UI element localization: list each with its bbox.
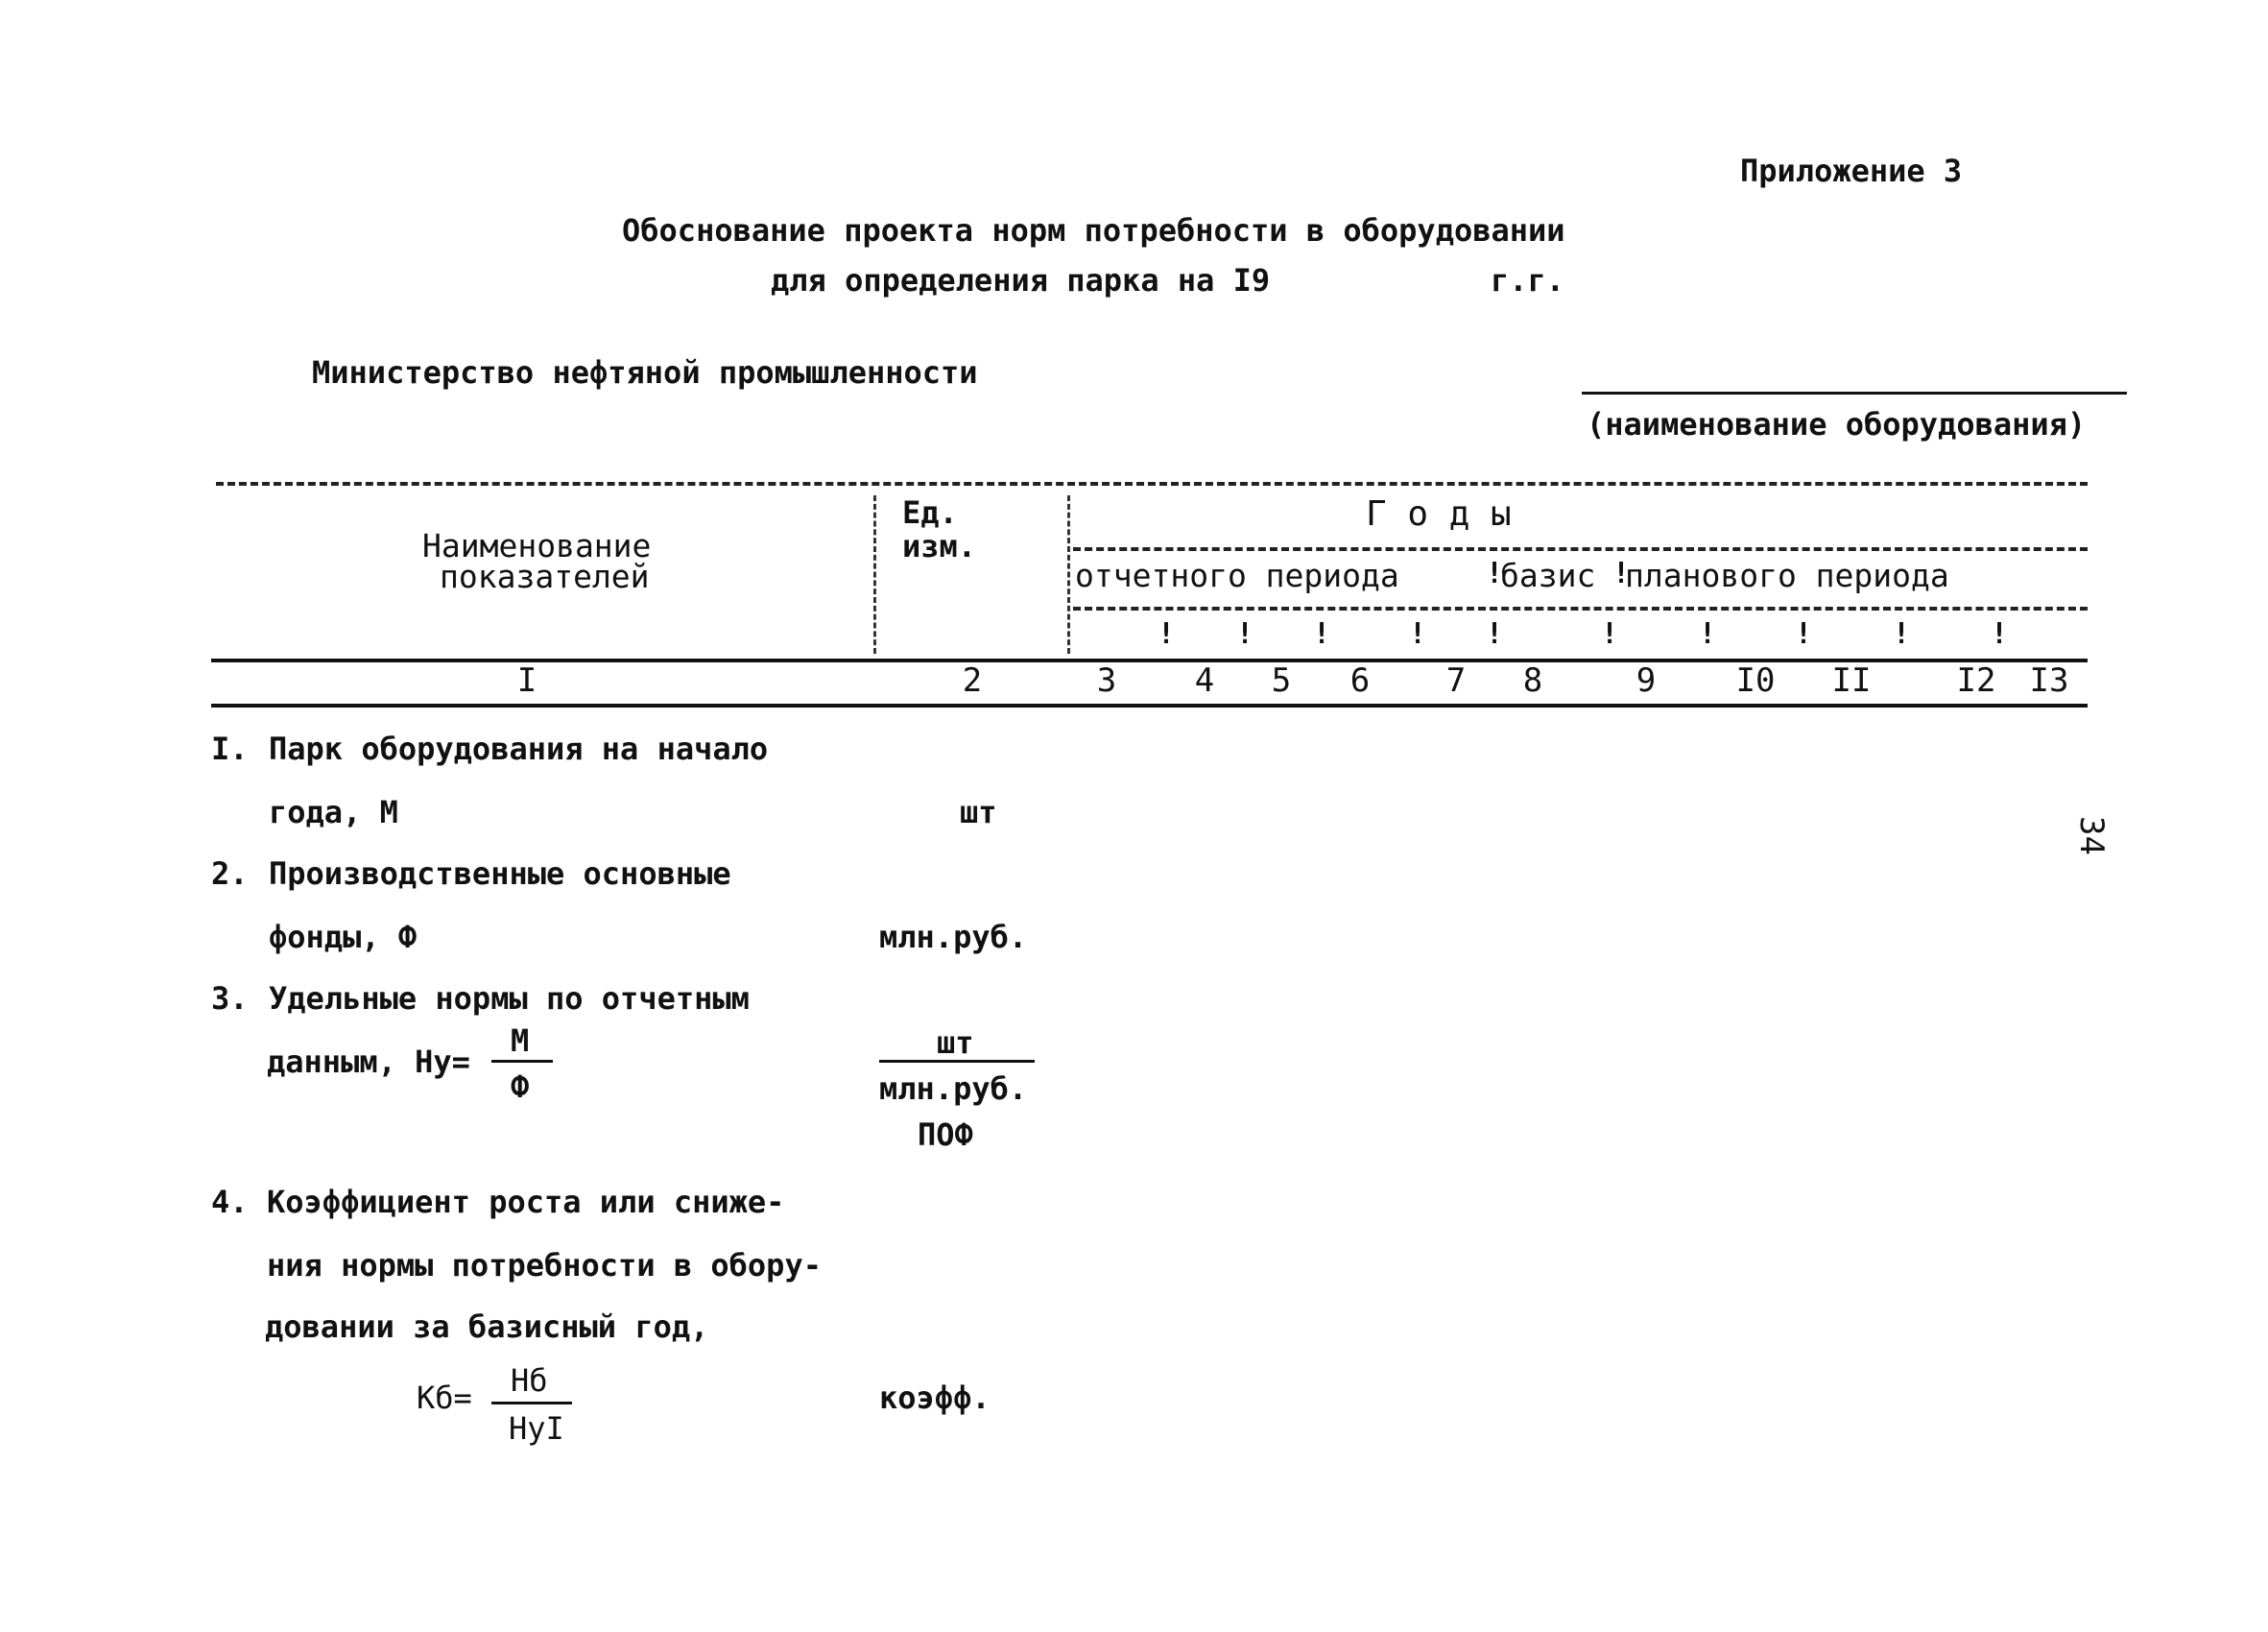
row-label-line1: Производственные основные [269, 855, 731, 892]
column-numbers-bottom-rule [211, 704, 2088, 708]
formula-fraction-bar [491, 1060, 553, 1063]
column-number: 5 [1271, 661, 1292, 700]
formula-denominator: НуI [509, 1410, 564, 1447]
column-number: 3 [1096, 661, 1117, 700]
formula-lhs: Кб= [417, 1380, 472, 1416]
appendix-label: Приложение 3 [1740, 153, 1963, 189]
row-label-line1: Коэффициент роста или сниже- [267, 1184, 785, 1220]
separator-mark: ! [1991, 617, 2009, 651]
formula-denominator: Ф [511, 1068, 530, 1105]
page-number: 34 [2072, 816, 2111, 855]
formula-numerator: М [511, 1022, 530, 1059]
column-number: 2 [962, 661, 983, 700]
row-label-line2: данным, Ну= [267, 1044, 470, 1080]
separator-mark: ! [1158, 617, 1176, 651]
separator-mark: ! [1612, 557, 1631, 590]
column-header-name-line2: показателей [440, 558, 650, 595]
unit-fraction-bar [879, 1060, 1035, 1063]
row-number: 4. [211, 1184, 249, 1220]
column-divider-2 [1067, 495, 1070, 654]
column-header-unit-line1: Ед. [902, 494, 958, 531]
row-unit-numerator: шт [937, 1024, 974, 1061]
row-label-line2: ния нормы потребности в обору- [267, 1247, 822, 1284]
row-number: 3. [211, 980, 249, 1017]
column-number: 6 [1349, 661, 1371, 700]
equipment-caption: (наименование оборудования) [1587, 406, 2087, 443]
row-number: 2. [211, 855, 249, 892]
separator-mark: ! [1409, 617, 1427, 651]
formula-fraction-bar [491, 1402, 572, 1404]
row-label-line2: года, М [269, 794, 398, 830]
row-label-line1: Парк оборудования на начало [269, 731, 769, 767]
separator-mark: ! [1486, 557, 1504, 590]
column-number: 8 [1522, 661, 1543, 700]
years-subrule-2 [1073, 607, 2088, 611]
column-number: I [516, 661, 537, 700]
column-number: I2 [1956, 661, 1996, 700]
row-label-line3: довании за базисный год, [265, 1308, 709, 1345]
document-title-line1: Обоснование проекта норм потребности в оборудовании [622, 212, 1565, 249]
reporting-period-label: отчетного периода [1075, 557, 1399, 594]
column-number: I0 [1735, 661, 1776, 700]
row-number: I. [211, 731, 249, 767]
ministry-name: Министерство нефтяной промышленности [312, 354, 978, 391]
separator-mark: ! [1893, 617, 1911, 651]
years-heading: Г о д ы [1366, 494, 1512, 534]
equipment-name-blank-line [1582, 392, 2127, 395]
separator-mark: ! [1486, 617, 1504, 651]
row-unit: млн.руб. [879, 919, 1028, 955]
separator-mark: ! [1236, 617, 1254, 651]
table-top-rule [216, 482, 2088, 486]
separator-mark: ! [1313, 617, 1331, 651]
document-title-line2: для определения парка на I9 [771, 262, 1271, 299]
separator-mark: ! [1601, 617, 1619, 651]
row-label-line1: Удельные нормы по отчетным [269, 980, 750, 1017]
column-number: 9 [1635, 661, 1657, 700]
years-subrule-1 [1073, 547, 2088, 551]
column-number: I3 [2029, 661, 2069, 700]
column-number: 4 [1194, 661, 1215, 700]
row-unit: шт [960, 794, 997, 830]
row-unit-denominator: млн.руб. [879, 1070, 1028, 1107]
row-unit-extra: ПОФ [918, 1116, 973, 1153]
formula-numerator: Нб [511, 1362, 548, 1399]
row-unit: коэфф. [879, 1380, 991, 1416]
table-header-bottom-rule [211, 659, 2088, 662]
column-header-name-line1: Наименование [422, 527, 652, 564]
separator-mark: ! [1699, 617, 1717, 651]
separator-mark: ! [1795, 617, 1813, 651]
column-number: II [1831, 661, 1872, 700]
document-title-line2-suffix: г.г. [1491, 262, 1565, 299]
planned-period-label: планового периода [1625, 557, 1949, 594]
column-number: 7 [1445, 661, 1467, 700]
base-year-label: базис [1500, 557, 1596, 594]
row-label-line2: фонды, Ф [269, 919, 418, 955]
column-divider-1 [873, 495, 876, 654]
column-header-unit-line2: изм. [902, 528, 977, 564]
